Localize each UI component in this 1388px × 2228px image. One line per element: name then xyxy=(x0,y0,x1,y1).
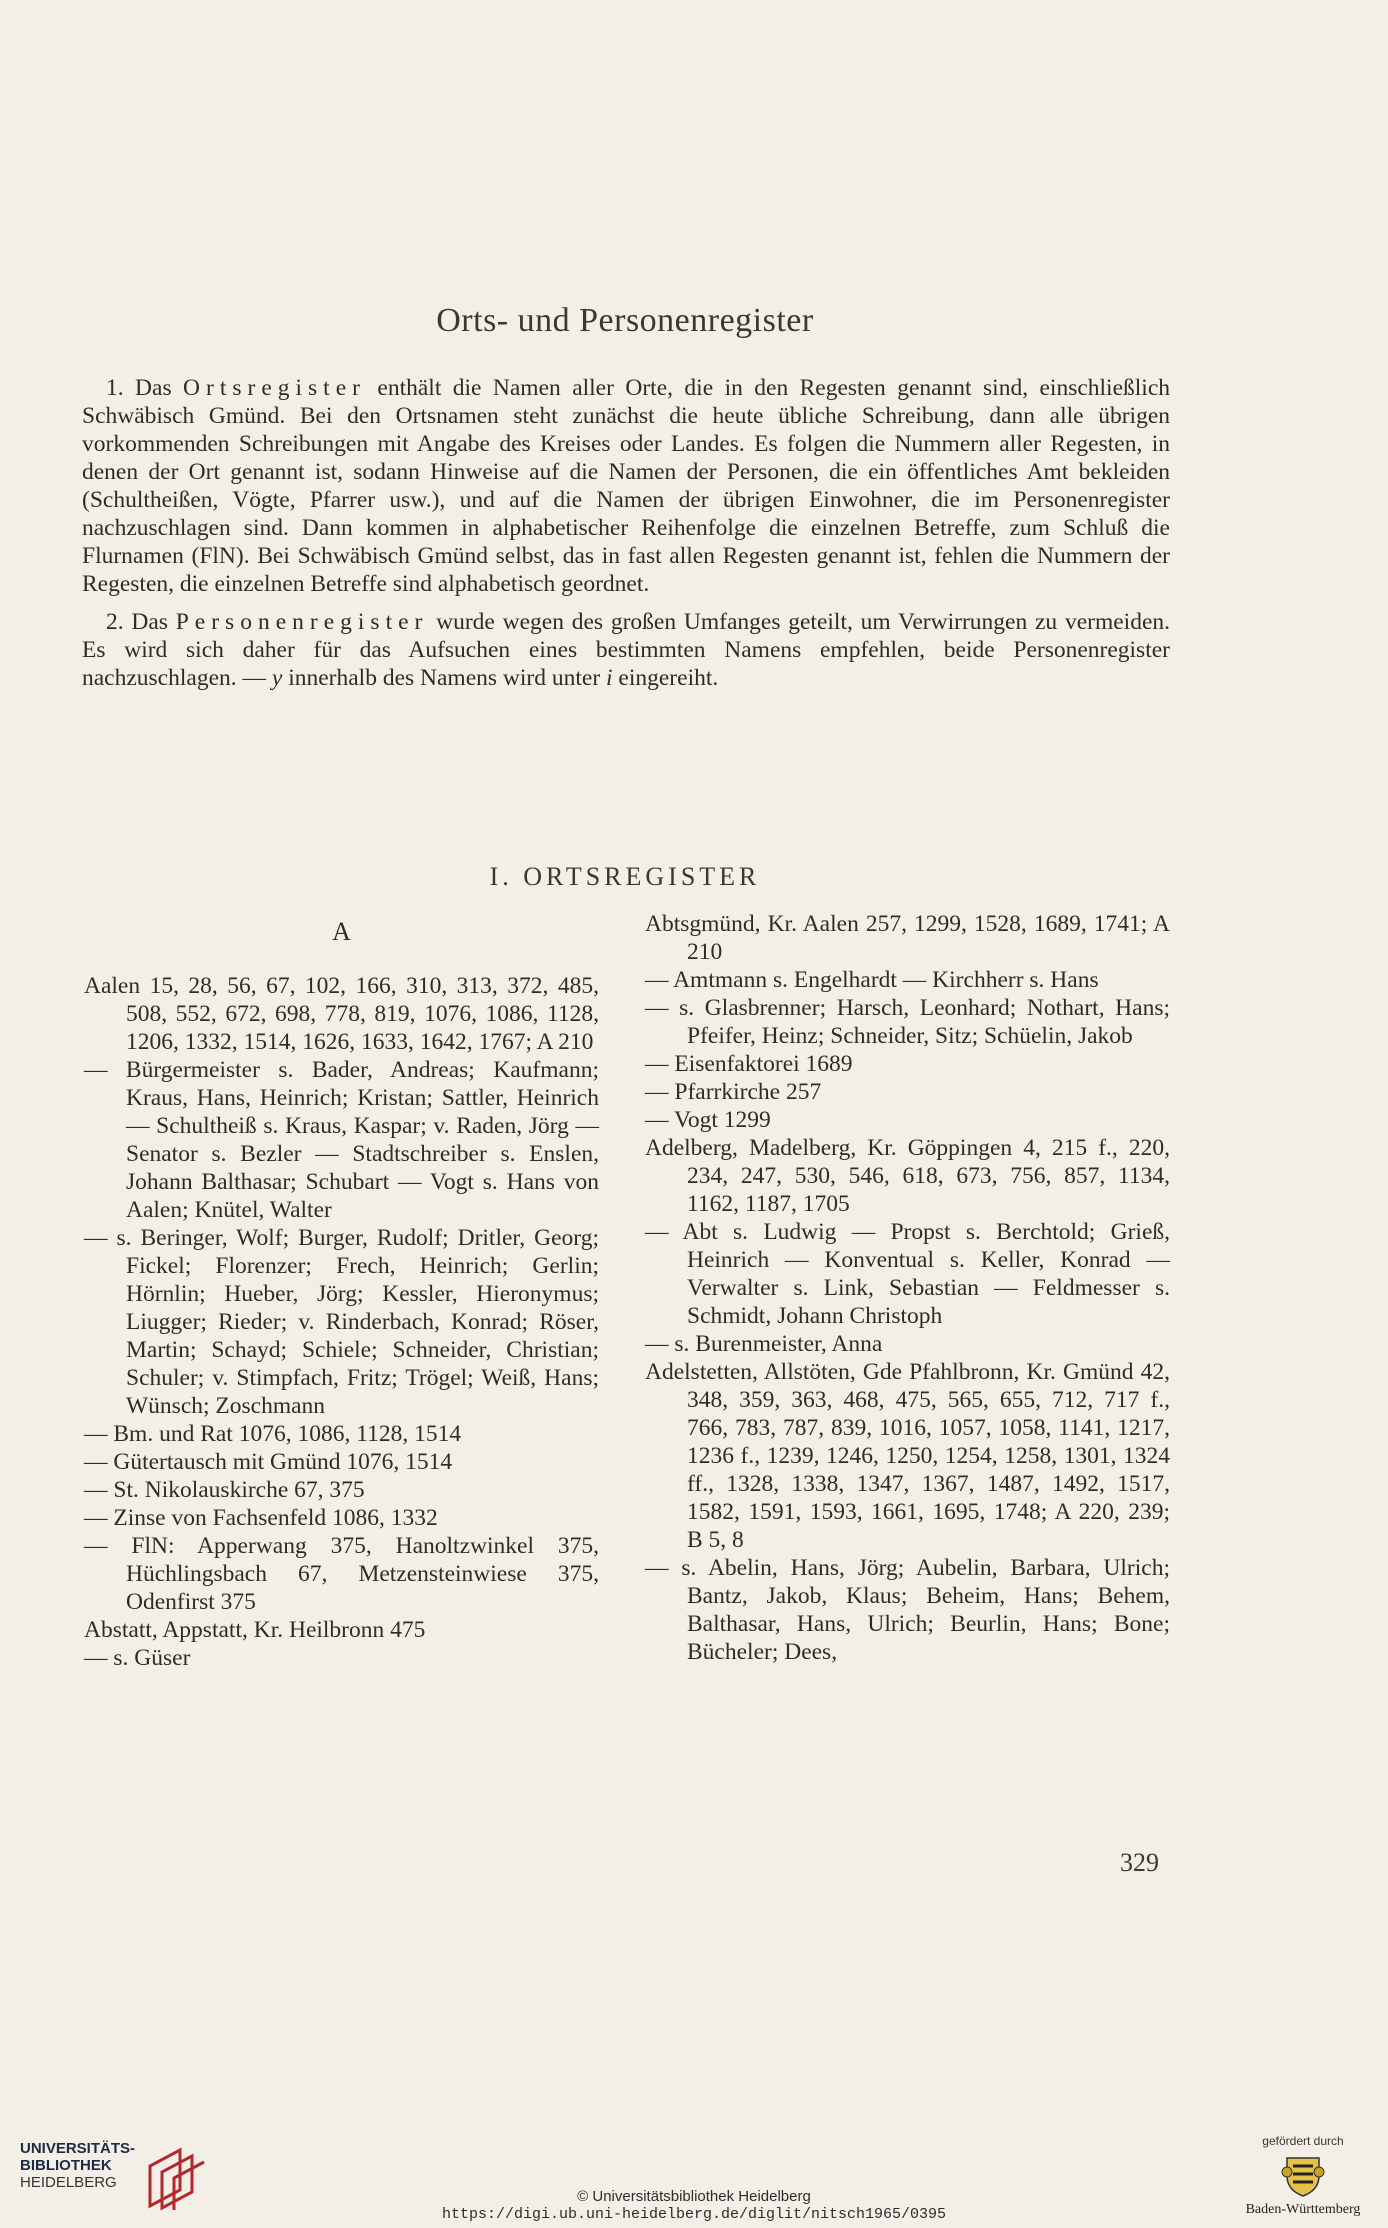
left-entries xyxy=(84,972,599,1672)
copyright-text: © Universitätsbibliothek Heidelberg xyxy=(577,2188,811,2205)
funding-label: gefördert durch xyxy=(1262,2134,1344,2148)
intro-p2-text-a: wurde wegen des großen Umfanges geteilt, um Verwirrungen zu vermeiden. Es wird sich daher für das Aufsuchen eines bestimmten Namens empfehlen, beide Personenregister nachzuschlagen. — xyxy=(82,609,1170,691)
funder-name: Baden-Württemberg xyxy=(1245,2202,1361,2217)
intro-p2-text-b: innerhalb des Namens wird unter xyxy=(282,665,607,691)
page-title: Orts- und Personenregister xyxy=(436,302,814,339)
register-subentry: — St. Nikolauskirche 67, 375 xyxy=(84,1477,365,1503)
register-subentry: — FlN: Apperwang 375, Hanoltzwinkel 375, Hüchlingsbach 67, Metzensteinwiese 375, Odenfirst 375 xyxy=(84,1533,599,1615)
copyright-block xyxy=(0,2188,1388,2224)
library-name-line-1: UNIVERSITÄTS- xyxy=(20,2140,136,2157)
register-column-left xyxy=(84,910,599,1672)
register-entry: Adelberg, Madelberg, Kr. Göppingen 4, 215 f., 220, 234, 247, 530, 546, 618, 673, 756, 857, 1134, 1162, 1187, 1705 xyxy=(645,1135,1170,1217)
register-subentry: — Bm. und Rat 1076, 1086, 1128, 1514 xyxy=(84,1421,462,1447)
footer xyxy=(0,2118,1388,2228)
register-subentry: — Vogt 1299 xyxy=(645,1107,771,1133)
coat-of-arms-icon xyxy=(1279,2152,1327,2198)
intro-p2-y: y xyxy=(271,665,283,691)
page-number: 329 xyxy=(1120,1848,1159,1877)
intro-p1-prefix: 1. Das xyxy=(106,375,184,401)
register-entry: Aalen 15, 28, 56, 67, 102, 166, 310, 313, 372, 485, 508, 552, 672, 698, 778, 819, 1076, 1086, 1128, 1206, 1332, 1514, 1626, 1633, 1642, 1767; A 210 xyxy=(84,973,599,1055)
intro-p1-text: enthält die Namen aller Orte, die in den Regesten genannt sind, einschließlich Schwäbisch Gmünd. Bei den Ortsnamen steht zunächst die heute übliche Schreibung, dann alle übrigen vorkommenden Schreibungen mit Angabe des Kreises oder Landes. Es folgen die Nummern aller Regesten, in denen der Ort genannt ist, sodann Hinweise auf die Namen der Personen, die ein öffentliches Amt bekleiden (Schultheißen, Vögte, Pfarrer usw.), und auf die Namen der übrigen Einwohner, die im Personenregister nachzuschlagen sind. Dann kommen in alphabetischer Reihenfolge die einzelnen Betreffe, zum Schluß die Flurnamen (FlN). Bei Schwäbisch Gmünd selbst, das in fast allen Regesten genannt ist, fehlen die Nummern der Regesten, die einzelnen Betreffe sind alphabetisch geordnet. xyxy=(82,375,1171,597)
letter-heading: A xyxy=(332,917,351,946)
library-name-line-3: HEIDELBERG xyxy=(20,2174,117,2191)
register-subentry: — Eisenfaktorei 1689 xyxy=(645,1051,853,1077)
funding-block xyxy=(1238,2134,1368,2218)
intro-p2-text-c: eingereiht. xyxy=(612,665,719,691)
library-name-line-2: BIBLIOTHEK xyxy=(20,2157,112,2174)
register-entry: Abstatt, Appstatt, Kr. Heilbronn 475 xyxy=(84,1617,426,1643)
register-subentry: — Amtmann s. Engelhardt — Kirchherr s. Hans xyxy=(645,967,1099,993)
intro-p2-i: i xyxy=(606,665,613,691)
intro-term-personenregister: Personenregister xyxy=(175,609,429,635)
intro-term-ortsregister: Ortsregister xyxy=(183,375,366,401)
register-subentry: — s. Burenmeister, Anna xyxy=(645,1331,883,1357)
register-subentry: — Gütertausch mit Gmünd 1076, 1514 xyxy=(84,1449,453,1475)
register-subentry: — s. Güser xyxy=(84,1645,191,1671)
register-entry: Abtsgmünd, Kr. Aalen 257, 1299, 1528, 1689, 1741; A 210 xyxy=(645,911,1170,965)
library-name xyxy=(20,2140,135,2191)
register-subentry: — Bürgermeister s. Bader, Andreas; Kaufmann; Kraus, Hans, Heinrich; Kristan; Sattler, Heinrich — Schultheiß s. Kraus, Kaspar; v. Raden, Jörg — Senator s. Bezler — Stadtschreiber s. Enslen, Johann Balthasar; Schubart — Vogt s. Hans von Aalen; Knütel, Walter xyxy=(84,1057,599,1223)
intro-paragraph-2 xyxy=(82,608,1170,692)
source-url-link[interactable]: https://digi.ub.uni-heidelberg.de/diglit/nitsch1965/0395 xyxy=(441,2206,947,2223)
register-entry: Adelstetten, Allstöten, Gde Pfahlbronn, Kr. Gmünd 42, 348, 359, 363, 468, 475, 565, 655, 712, 717 f., 766, 783, 787, 839, 1016, 1057, 1058, 1141, 1217, 1236 f., 1239, 1246, 1250, 1254, 1258, 1301, 1324 ff., 1328, 1338, 1347, 1367, 1487, 1492, 1517, 1582, 1591, 1593, 1661, 1695, 1748; A 220, 239; B 5, 8 xyxy=(645,1359,1170,1553)
intro-paragraph-1 xyxy=(82,374,1170,598)
register-subentry: — s. Abelin, Hans, Jörg; Aubelin, Barbara, Ulrich; Bantz, Jakob, Klaus; Beheim, Hans; Behem, Balthasar, Hans, Ulrich; Beurlin, Hans; Bone; Bücheler; Dees, xyxy=(645,1555,1170,1665)
register-column-right xyxy=(645,910,1170,1666)
section-heading: I. ORTSREGISTER xyxy=(489,862,761,891)
right-entries xyxy=(645,910,1170,1666)
register-subentry: — Zinse von Fachsenfeld 1086, 1332 xyxy=(84,1505,438,1531)
register-subentry: — s. Glasbrenner; Harsch, Leonhard; Nothart, Hans; Pfeifer, Heinz; Schneider, Sitz; Schüelin, Jakob xyxy=(645,995,1170,1049)
intro-text xyxy=(82,374,1170,702)
register-subentry: — Pfarrkirche 257 xyxy=(645,1079,822,1105)
register-subentry: — s. Beringer, Wolf; Burger, Rudolf; Dritler, Georg; Fickel; Florenzer; Frech, Heinrich; Gerlin; Hörnlin; Hueber, Jörg; Kessler, Hieronymus; Liugger; Rieder; v. Rinderbach, Konrad; Röser, Martin; Schayd; Schiele; Schneider, Christian; Schuler; v. Stimpfach, Fritz; Trögel; Weiß, Hans; Wünsch; Zoschmann xyxy=(84,1225,599,1419)
intro-p2-prefix: 2. Das xyxy=(106,609,176,635)
register-subentry: — Abt s. Ludwig — Propst s. Berchtold; Grieß, Heinrich — Konventual s. Keller, Konrad — Verwalter s. Link, Sebastian — Feldmesser s. Schmidt, Johann Christoph xyxy=(645,1219,1170,1329)
